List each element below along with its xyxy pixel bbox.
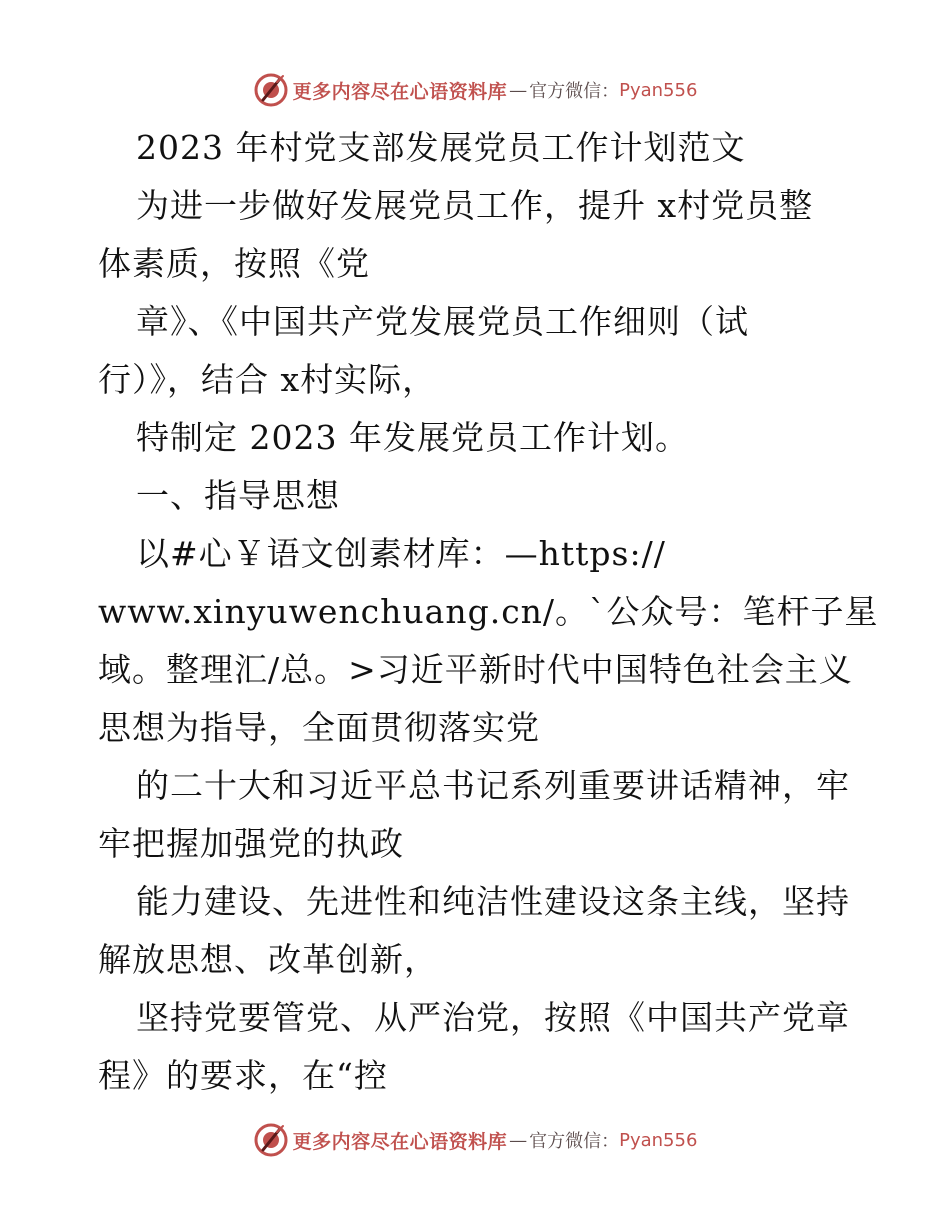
paragraph-line: 特制定 2023 年发展党员工作计划。	[136, 418, 689, 457]
banner-wechat-id: Pyan556	[619, 1129, 698, 1151]
header-watermark-banner	[0, 70, 950, 110]
banner-site-text: 更多内容尽在心语资料库	[292, 80, 508, 103]
brand-logo-icon	[253, 1122, 289, 1158]
banner-dash: —	[509, 79, 528, 101]
paragraph-line: 域。整理汇/总。>习近平新时代中国特色社会主义	[98, 650, 853, 689]
paragraph-line: 能力建设、先进性和纯洁性建设这条主线，坚持	[136, 882, 850, 921]
paragraph-line: 为进一步做好发展党员工作，提升 x村党员整	[136, 186, 814, 225]
footer-watermark-banner	[0, 1120, 950, 1160]
paragraph-line: 体素质，按照《党	[98, 244, 370, 283]
paragraph-line: 的二十大和习近平总书记系列重要讲话精神，牢	[136, 766, 850, 805]
banner-wechat-label: 官方微信：	[529, 1131, 620, 1152]
document-title: 2023 年村党支部发展党员工作计划范文	[136, 128, 746, 167]
paragraph-line: 解放思想、改革创新，	[98, 940, 438, 979]
paragraph-line: 坚持党要管党、从严治党，按照《中国共产党章	[136, 998, 850, 1037]
paragraph-line: 程》的要求，在“控	[98, 1056, 388, 1095]
paragraph-line: 章》、《中国共产党发展党员工作细则（试	[136, 302, 749, 341]
paragraph-line: 牢把握加强党的执政	[98, 824, 404, 863]
banner-dash: —	[509, 1129, 528, 1151]
paragraph-line: 行）》，结合 x村实际，	[98, 360, 437, 399]
paragraph-line: 思想为指导，全面贯彻落实党	[98, 708, 540, 747]
banner-wechat-id: Pyan556	[619, 79, 698, 101]
banner-site-text: 更多内容尽在心语资料库	[292, 1130, 508, 1153]
section-heading: 一、指导思想	[136, 476, 340, 515]
paragraph-line: 以#心￥语文创素材库：—https://	[136, 534, 666, 573]
brand-logo-icon	[253, 72, 289, 108]
paragraph-line: www.xinyuwenchuang.cn/。`公众号：笔杆子星	[98, 592, 879, 631]
banner-wechat-label: 官方微信：	[529, 81, 620, 102]
